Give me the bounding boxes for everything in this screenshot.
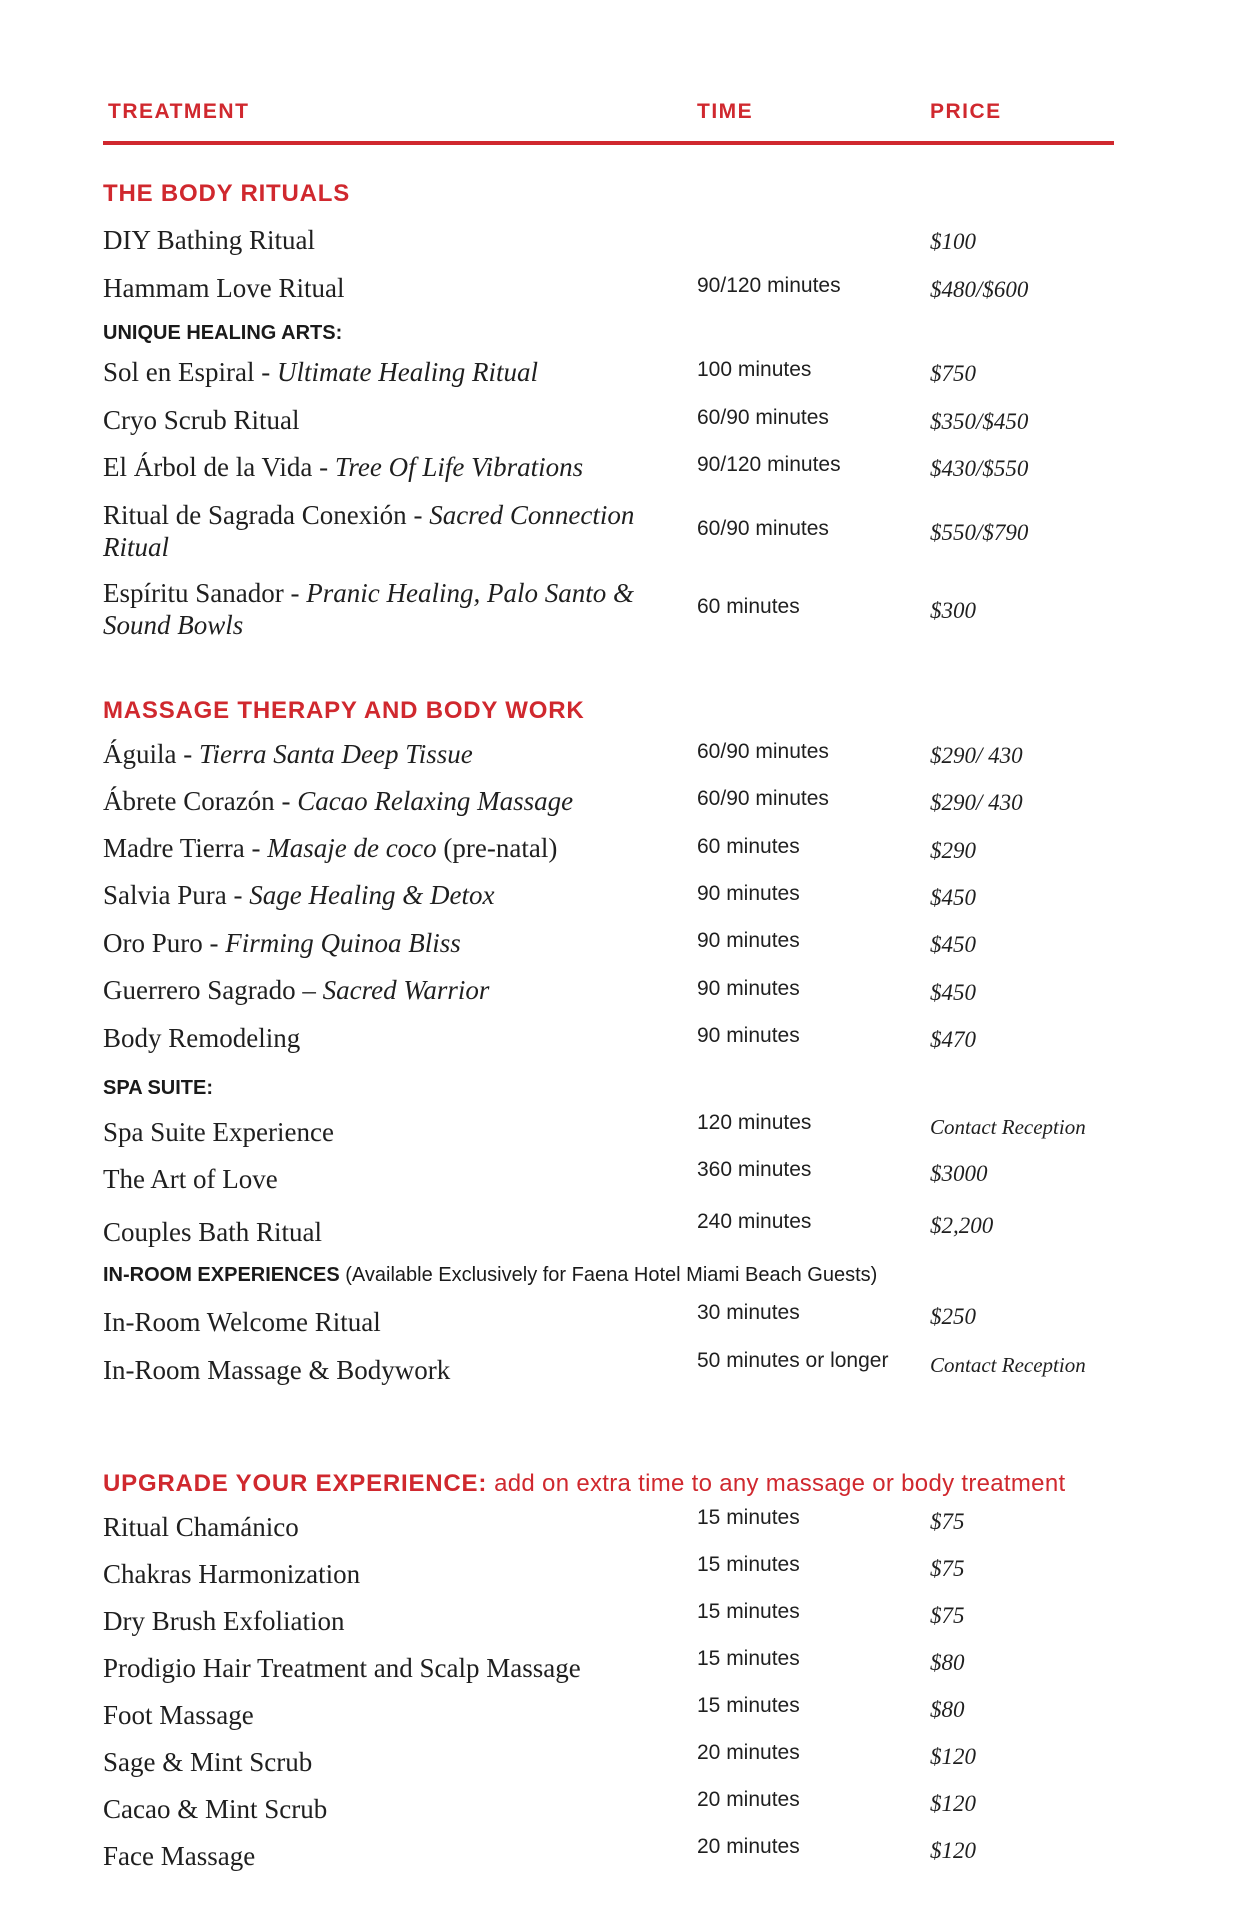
- treatment-name: The Art of Love: [103, 1164, 278, 1194]
- treatment-name: Couples Bath Ritual: [103, 1217, 322, 1247]
- treatment-time: 60 minutes: [697, 835, 800, 858]
- treatment-time: 60/90 minutes: [697, 517, 829, 540]
- treatment-price: $80: [930, 1650, 965, 1675]
- treatment-price: $290/ 430: [930, 743, 1023, 768]
- treatment-time: 15 minutes: [697, 1600, 800, 1623]
- treatment-price: $80: [930, 1697, 965, 1722]
- treatment-price: $450: [930, 932, 976, 957]
- treatment-time: 20 minutes: [697, 1741, 800, 1764]
- header-treatment: TREATMENT: [108, 100, 250, 123]
- treatment-name: Oro Puro - Firming Quinoa Bliss: [103, 928, 461, 958]
- section-title-upgrade: UPGRADE YOUR EXPERIENCE: add on extra time to any massage or body treatment: [103, 1470, 1066, 1497]
- subsection-unique-healing-arts: UNIQUE HEALING ARTS:: [103, 322, 343, 344]
- treatment-name: Madre Tierra - Masaje de coco (pre-natal): [103, 833, 558, 863]
- treatment-name: Chakras Harmonization: [103, 1559, 361, 1589]
- treatment-name: Cryo Scrub Ritual: [103, 405, 300, 435]
- treatment-name: Dry Brush Exfoliation: [103, 1606, 345, 1636]
- treatment-time: 60/90 minutes: [697, 406, 829, 429]
- treatment-time: 20 minutes: [697, 1788, 800, 1811]
- treatment-name: Águila - Tierra Santa Deep Tissue: [103, 739, 473, 769]
- treatment-time: 100 minutes: [697, 358, 812, 381]
- treatment-price: $290: [930, 838, 976, 863]
- treatment-name: Cacao & Mint Scrub: [103, 1794, 328, 1824]
- treatment-name: Guerrero Sagrado – Sacred Warrior: [103, 975, 490, 1005]
- treatment-name: In-Room Massage & Bodywork: [103, 1355, 451, 1385]
- header-price: PRICE: [930, 100, 1002, 123]
- treatment-price: $75: [930, 1603, 965, 1628]
- treatment-name: Salvia Pura - Sage Healing & Detox: [103, 880, 495, 910]
- treatment-time: 15 minutes: [697, 1553, 800, 1576]
- treatment-price: $3000: [930, 1161, 988, 1186]
- treatment-price: $290/ 430: [930, 790, 1023, 815]
- treatment-price: $100: [930, 229, 976, 254]
- treatment-time: 60 minutes: [697, 595, 800, 618]
- subsection-in-room-experiences: IN-ROOM EXPERIENCES (Available Exclusively for Faena Hotel Miami Beach Guests): [103, 1264, 878, 1286]
- treatment-time: 90 minutes: [697, 1024, 800, 1047]
- treatment-name: Hammam Love Ritual: [103, 273, 345, 303]
- treatment-price: $300: [930, 598, 976, 623]
- treatment-time: 90 minutes: [697, 977, 800, 1000]
- treatment-price: $120: [930, 1838, 976, 1863]
- treatment-price: $120: [930, 1744, 976, 1769]
- section-title-body-rituals: THE BODY RITUALS: [103, 180, 351, 207]
- treatment-price: $750: [930, 361, 976, 386]
- treatment-time: 120 minutes: [697, 1111, 812, 1134]
- treatment-price: Contact Reception: [930, 1115, 1086, 1139]
- treatment-name: Sage & Mint Scrub: [103, 1747, 313, 1777]
- treatment-price: $430/$550: [930, 456, 1029, 481]
- treatment-price: $2,200: [930, 1213, 994, 1238]
- treatment-time: 90 minutes: [697, 882, 800, 905]
- treatment-price: $75: [930, 1556, 965, 1581]
- treatment-time: 60/90 minutes: [697, 787, 829, 810]
- treatment-price: $550/$790: [930, 520, 1029, 545]
- treatment-name: Prodigio Hair Treatment and Scalp Massage: [103, 1653, 581, 1683]
- treatment-name: El Árbol de la Vida - Tree Of Life Vibrations: [103, 452, 584, 482]
- treatment-name: Body Remodeling: [103, 1023, 301, 1053]
- treatment-time: 30 minutes: [697, 1301, 800, 1324]
- treatment-time: 90/120 minutes: [697, 274, 841, 297]
- treatment-name: Spa Suite Experience: [103, 1117, 334, 1147]
- treatment-time: 60/90 minutes: [697, 740, 829, 763]
- treatment-name: Espíritu Sanador - Pranic Healing, Palo Santo & Sound Bowls: [103, 578, 634, 640]
- treatment-time: 20 minutes: [697, 1835, 800, 1858]
- header-divider: [103, 141, 1114, 145]
- treatment-name: Face Massage: [103, 1841, 256, 1871]
- treatment-price: $450: [930, 885, 976, 910]
- subsection-spa-suite: SPA SUITE:: [103, 1077, 214, 1099]
- treatment-time: 360 minutes: [697, 1158, 812, 1181]
- treatment-name: Ábrete Corazón - Cacao Relaxing Massage: [103, 786, 574, 816]
- treatment-time: 90 minutes: [697, 929, 800, 952]
- treatment-time: 15 minutes: [697, 1647, 800, 1670]
- treatment-name: DIY Bathing Ritual: [103, 225, 315, 255]
- treatment-time: 50 minutes or longer: [697, 1349, 889, 1372]
- treatment-price: $75: [930, 1509, 965, 1534]
- treatment-price: Contact Reception: [930, 1353, 1086, 1377]
- header-time: TIME: [697, 100, 754, 123]
- treatment-name: Ritual de Sagrada Conexión - Sacred Connection Ritual: [103, 500, 635, 562]
- treatment-price: $120: [930, 1791, 976, 1816]
- treatment-price: $250: [930, 1304, 976, 1329]
- treatment-price: $470: [930, 1027, 976, 1052]
- treatment-price: $450: [930, 980, 976, 1005]
- treatment-time: 240 minutes: [697, 1210, 812, 1233]
- treatment-time: 90/120 minutes: [697, 453, 841, 476]
- treatment-name: Foot Massage: [103, 1700, 254, 1730]
- treatment-name: Sol en Espiral - Ultimate Healing Ritual: [103, 357, 538, 387]
- treatment-time: 15 minutes: [697, 1506, 800, 1529]
- treatment-time: 15 minutes: [697, 1694, 800, 1717]
- section-title-massage: MASSAGE THERAPY AND BODY WORK: [103, 697, 585, 724]
- treatment-name: Ritual Chamánico: [103, 1512, 299, 1542]
- treatment-name: In-Room Welcome Ritual: [103, 1307, 381, 1337]
- treatment-price: $350/$450: [930, 409, 1029, 434]
- treatment-price: $480/$600: [930, 277, 1029, 302]
